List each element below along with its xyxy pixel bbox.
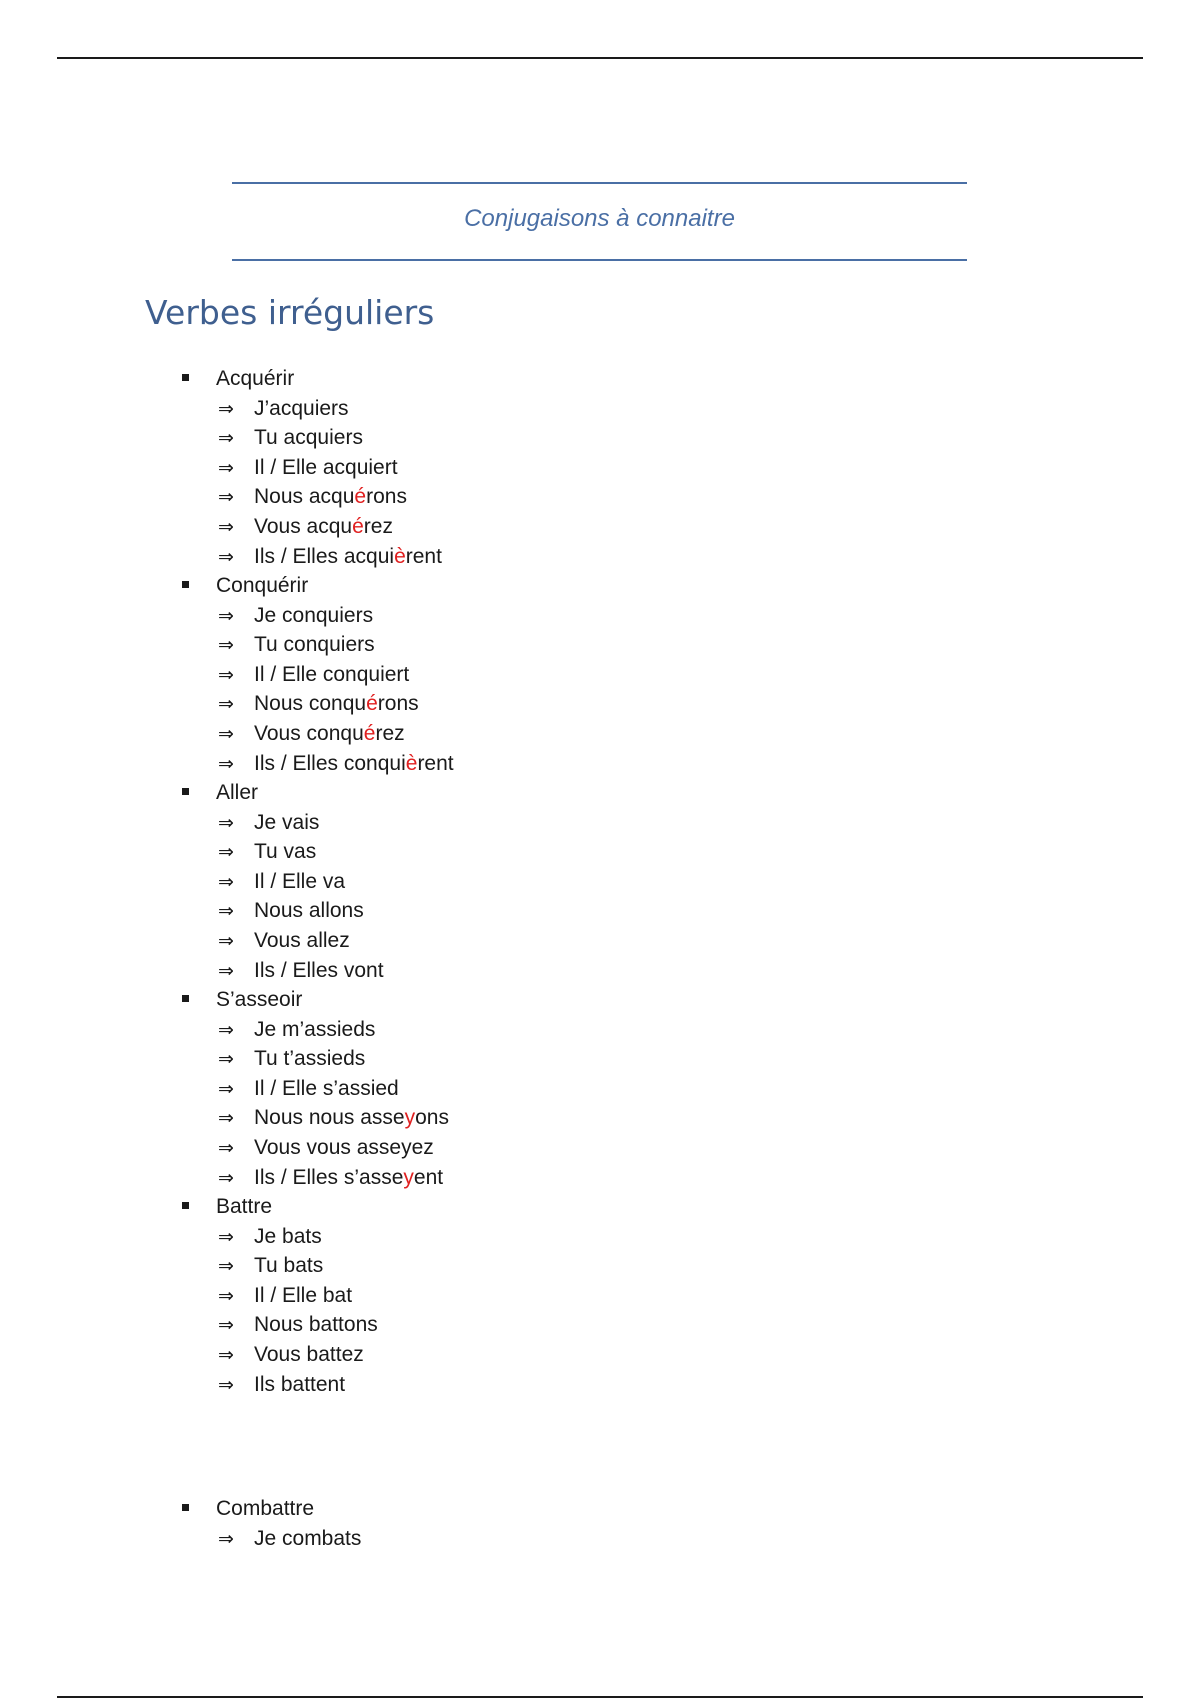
conjugation-text: Tu acquiers — [254, 426, 363, 450]
bullet-icon — [182, 1202, 189, 1209]
conjugation-item — [218, 515, 393, 539]
bullet-icon — [182, 374, 189, 381]
conjugation-item — [218, 959, 384, 983]
double-arrow-icon: ⇒ — [218, 516, 234, 538]
highlighted-letter: é — [354, 485, 367, 509]
conjugation-item — [218, 485, 407, 509]
verb-name: S’asseoir — [216, 988, 303, 1011]
conjugation-item — [218, 1284, 352, 1308]
conjugation-item — [218, 1254, 323, 1278]
conjugation-item — [218, 1166, 443, 1190]
conjugation-text: Tu conquiers — [254, 633, 375, 657]
conjugation-item — [218, 1047, 365, 1071]
bullet-icon — [182, 995, 189, 1002]
double-arrow-icon: ⇒ — [218, 930, 234, 952]
bullet-icon — [182, 581, 189, 588]
conjugation-item — [218, 397, 349, 421]
double-arrow-icon: ⇒ — [218, 723, 234, 745]
conjugation-item — [218, 840, 316, 864]
conjugation-text: Nous acqu — [254, 485, 355, 509]
conjugation-text: Je m’assieds — [254, 1017, 376, 1041]
highlighted-letter: è — [394, 544, 406, 568]
verb-item — [182, 1195, 272, 1219]
conjugation-text: Ils battent — [254, 1372, 346, 1396]
conjugation-item — [218, 1018, 375, 1042]
conjugation-item — [218, 1313, 378, 1337]
highlighted-letter: y — [404, 1106, 416, 1130]
conjugation-text: Nous nous asse — [254, 1106, 405, 1130]
double-arrow-icon: ⇒ — [218, 604, 234, 627]
conjugation-text: Vous vous asseyez — [254, 1136, 434, 1159]
verb-item — [182, 1497, 314, 1521]
conjugation-text: Nous battons — [254, 1313, 378, 1337]
highlighted-letter: é — [352, 515, 364, 538]
verb-name: Conquérir — [216, 574, 309, 597]
conjugation-text-end: ons — [415, 1106, 449, 1130]
conjugation-text-end: rez — [375, 722, 405, 745]
conjugation-text: Il / Elle va — [254, 869, 346, 893]
conjugation-item — [218, 692, 419, 716]
conjugation-item — [218, 1077, 399, 1101]
verb-item — [182, 367, 294, 391]
conjugation-text-end: rons — [366, 485, 407, 509]
conjugation-text: Vous battez — [254, 1343, 364, 1366]
double-arrow-icon: ⇒ — [218, 1166, 234, 1189]
double-arrow-icon: ⇒ — [218, 663, 234, 686]
conjugation-item — [218, 545, 442, 569]
conjugation-item — [218, 811, 319, 835]
conjugation-item — [218, 722, 405, 746]
double-arrow-icon: ⇒ — [218, 1048, 234, 1071]
highlighted-letter: y — [403, 1165, 414, 1189]
conjugation-item — [218, 663, 409, 687]
highlighted-letter: è — [405, 751, 418, 775]
double-arrow-icon: ⇒ — [218, 1284, 234, 1307]
conjugation-item — [218, 456, 398, 480]
conjugation-text: Vous conqu — [254, 722, 364, 745]
double-arrow-icon: ⇒ — [218, 693, 234, 716]
double-arrow-icon: ⇒ — [218, 486, 234, 509]
conjugation-item — [218, 752, 454, 776]
double-arrow-icon: ⇒ — [218, 1527, 234, 1550]
verb-item — [182, 988, 302, 1012]
conjugation-text-end: rent — [417, 751, 454, 775]
conjugation-text: Je combats — [254, 1526, 362, 1550]
conjugation-text: Ils / Elles s’asse — [254, 1165, 404, 1189]
conjugation-text-end: rons — [377, 692, 419, 716]
double-arrow-icon: ⇒ — [218, 456, 234, 479]
double-arrow-icon: ⇒ — [218, 427, 234, 450]
double-arrow-icon: ⇒ — [218, 1137, 234, 1159]
conjugation-text: Vous allez — [254, 929, 350, 952]
verb-name: Aller — [216, 781, 259, 804]
conjugation-text: Ils / Elles conqui — [254, 751, 406, 775]
conjugation-item — [218, 929, 350, 953]
verb-item — [182, 781, 258, 805]
conjugation-item — [218, 633, 375, 657]
conjugation-text: Nous allons — [254, 899, 364, 923]
conjugation-text: Ils / Elles vont — [254, 958, 384, 982]
conjugation-text: Nous conqu — [254, 692, 367, 716]
verb-item — [182, 574, 308, 598]
double-arrow-icon: ⇒ — [218, 811, 234, 834]
verb-name: Battre — [216, 1195, 273, 1218]
conjugation-item — [218, 426, 363, 450]
bullet-icon — [182, 788, 189, 795]
double-arrow-icon: ⇒ — [218, 959, 234, 982]
double-arrow-icon: ⇒ — [218, 1107, 234, 1130]
conjugation-item — [218, 899, 364, 923]
conjugation-text-end: ent — [413, 1165, 444, 1189]
conjugation-text: Je vais — [254, 810, 320, 834]
conjugation-text: Ils / Elles acqui — [254, 544, 395, 568]
conjugation-text: Il / Elle conquiert — [254, 662, 410, 686]
double-arrow-icon: ⇒ — [218, 1314, 234, 1337]
conjugation-item — [218, 1106, 449, 1130]
conjugation-text: Tu t’assieds — [254, 1047, 366, 1071]
double-arrow-icon: ⇒ — [218, 545, 234, 568]
conjugation-text: Il / Elle acquiert — [254, 455, 398, 479]
conjugation-text: Il / Elle s’assied — [254, 1076, 399, 1100]
double-arrow-icon: ⇒ — [218, 1373, 234, 1396]
conjugation-text: Vous acqu — [254, 515, 353, 538]
double-arrow-icon: ⇒ — [218, 841, 234, 864]
document-title: Conjugaisons à connaitre — [464, 205, 735, 232]
conjugation-text: Je conquiers — [254, 603, 374, 627]
double-arrow-icon: ⇒ — [218, 1255, 234, 1278]
bullet-icon — [182, 1504, 189, 1511]
conjugation-item — [218, 1136, 434, 1160]
conjugation-text: J’acquiers — [254, 396, 349, 420]
double-arrow-icon: ⇒ — [218, 397, 234, 420]
double-arrow-icon: ⇒ — [218, 1344, 234, 1366]
double-arrow-icon: ⇒ — [218, 870, 234, 893]
conjugation-text: Tu bats — [254, 1254, 324, 1278]
section-heading: Verbes irréguliers — [145, 293, 435, 332]
highlighted-letter: é — [366, 692, 378, 716]
conjugation-item — [218, 1225, 322, 1249]
conjugation-item — [218, 1527, 361, 1551]
conjugation-item — [218, 1373, 345, 1397]
double-arrow-icon: ⇒ — [218, 900, 234, 923]
double-arrow-icon: ⇒ — [218, 1225, 234, 1248]
conjugation-text: Tu vas — [254, 840, 317, 864]
highlighted-letter: é — [363, 722, 376, 745]
conjugation-text-end: rent — [405, 544, 442, 568]
verb-name: Combattre — [216, 1497, 315, 1520]
conjugation-text: Il / Elle bat — [254, 1283, 353, 1307]
conjugation-text-end: rez — [363, 515, 393, 538]
double-arrow-icon: ⇒ — [218, 634, 234, 657]
double-arrow-icon: ⇒ — [218, 1018, 234, 1041]
conjugation-item — [218, 1343, 364, 1367]
double-arrow-icon: ⇒ — [218, 752, 234, 775]
verb-name: Acquérir — [216, 367, 295, 390]
conjugation-item — [218, 870, 345, 894]
page-bottom-rule — [57, 1696, 1143, 1698]
conjugation-text: Je bats — [254, 1224, 322, 1248]
double-arrow-icon: ⇒ — [218, 1077, 234, 1100]
conjugation-item — [218, 604, 373, 628]
